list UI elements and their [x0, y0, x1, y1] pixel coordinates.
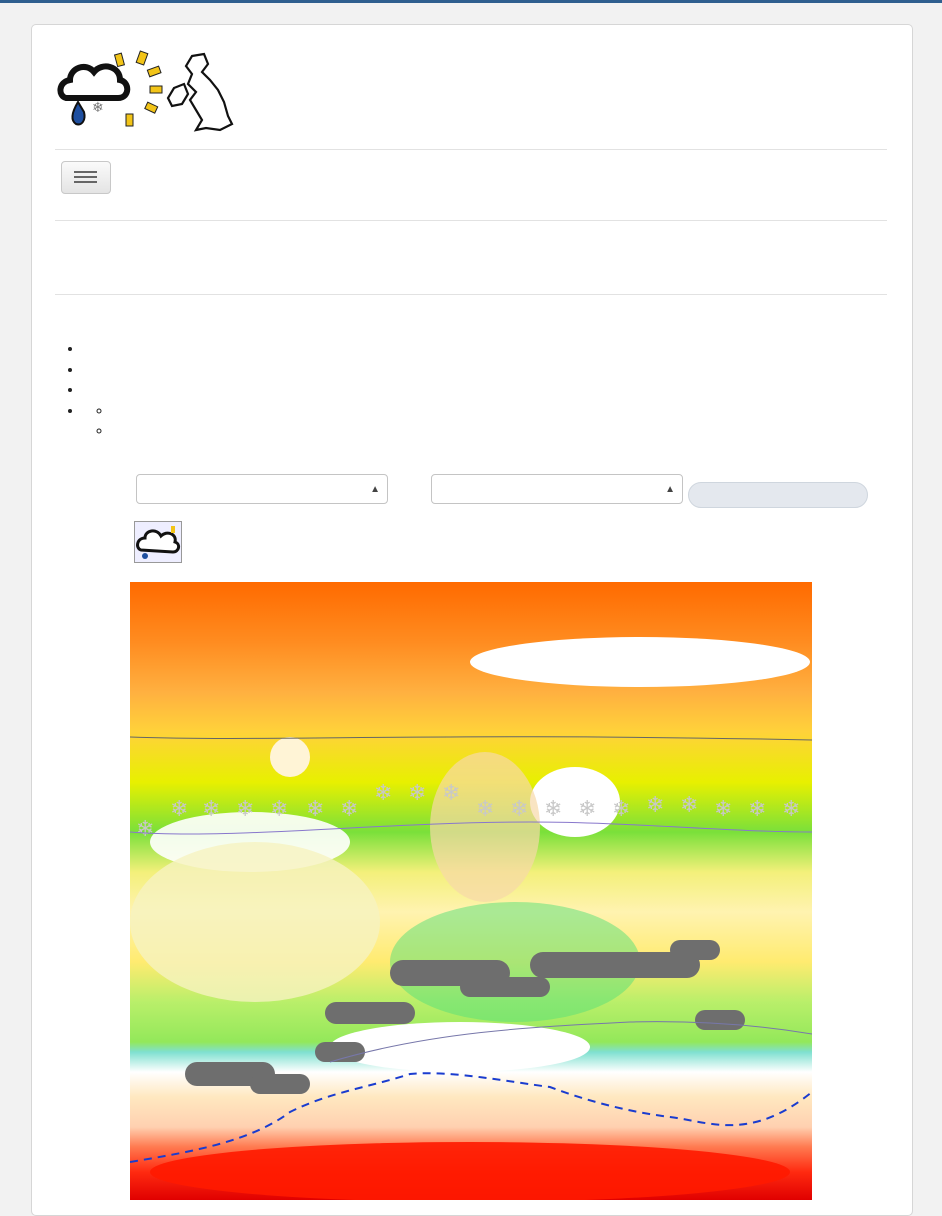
- site-logo[interactable]: [56, 50, 246, 135]
- boundary-layer-line: [330, 1022, 812, 1062]
- snowflake-icon: ❄: [236, 796, 255, 821]
- snowflake-icon: ❄: [782, 796, 801, 821]
- snowflake-icon: ❄: [408, 780, 427, 805]
- snowflake-icon: ❄: [510, 796, 529, 821]
- chevron-up-down-icon: ▲: [370, 484, 380, 495]
- list-item: [83, 380, 923, 401]
- hamburger-icon: [74, 176, 97, 178]
- snowflake-icon: ❄: [202, 796, 221, 821]
- menu-toggle-button[interactable]: [61, 161, 111, 194]
- snowflake-icon: ❄: [374, 780, 393, 805]
- list-item: [83, 360, 923, 381]
- list-item: [83, 401, 923, 442]
- snowflake-icon: ❄: [170, 796, 189, 821]
- snowflake-icon: ❄: [680, 792, 699, 817]
- isotherm-0-line: [130, 822, 812, 834]
- uk-map-icon: [168, 54, 232, 130]
- site-banner: [372, 48, 888, 50]
- snowflake-icon: ❄: [270, 796, 289, 821]
- raindrop-icon: [72, 102, 84, 124]
- snowflake-icon: ❄: [476, 796, 495, 821]
- cloud-icon: [60, 66, 127, 98]
- isotherm-minus10-line: [130, 737, 812, 740]
- chevron-up-down-icon: ▲: [665, 484, 675, 495]
- snowflake-icon: ❄: [748, 796, 767, 821]
- list-item: [112, 421, 923, 442]
- hamburger-icon: [74, 171, 97, 173]
- snowflake-icon: ❄: [306, 796, 325, 821]
- divider: [55, 294, 887, 295]
- snowflake-icon: ❄: [646, 792, 665, 817]
- list-item: [83, 339, 923, 360]
- snowflake-icon: ❄: [136, 816, 155, 841]
- list-item: [112, 401, 923, 422]
- divider: [55, 149, 887, 150]
- snowflake-icon: ❄: [544, 796, 563, 821]
- location-select[interactable]: [136, 474, 388, 504]
- snowflake-icon: ❄: [340, 796, 359, 821]
- info-list: [55, 339, 923, 442]
- contour-lines: [130, 582, 812, 1200]
- get-results-button[interactable]: [688, 482, 868, 508]
- mini-logo-icon: [134, 521, 182, 563]
- example-list: [83, 401, 923, 442]
- snowflake-icon: ❄: [442, 780, 461, 805]
- divider: [55, 220, 887, 221]
- cloudbase-line: [130, 1073, 812, 1162]
- date-select[interactable]: [431, 474, 683, 504]
- snowflake-icon: ❄: [714, 796, 733, 821]
- snowflake-icon: ❄: [612, 796, 631, 821]
- snowflake-icon: ❄: [578, 796, 597, 821]
- top-accent-bar: [0, 0, 942, 3]
- snowflake-icon: ❄: [92, 100, 104, 116]
- hamburger-icon: [74, 181, 97, 183]
- meteogram-plot: [130, 582, 812, 1200]
